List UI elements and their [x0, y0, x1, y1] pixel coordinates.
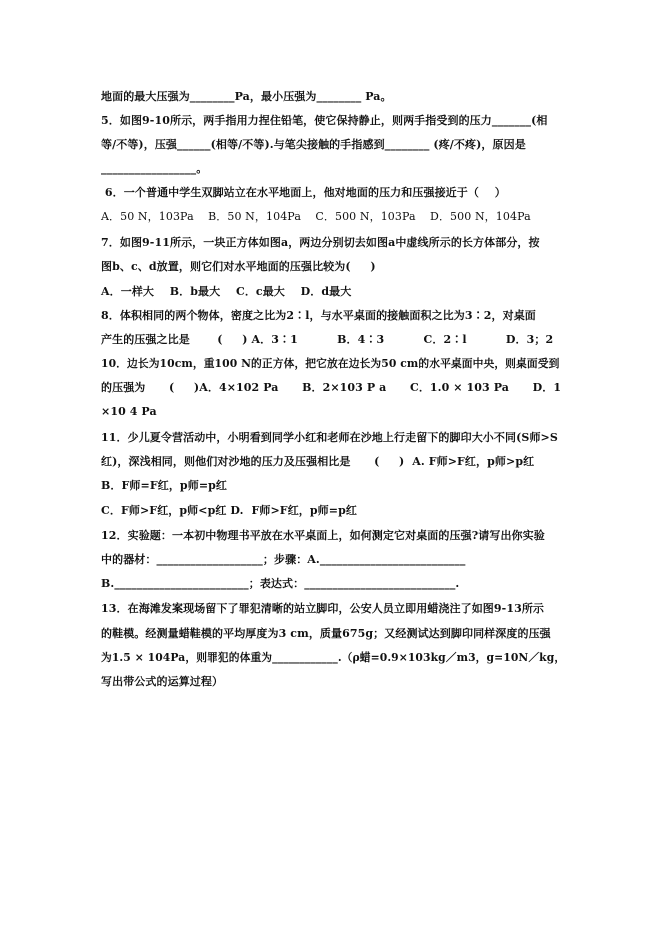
line-23: 的鞋模。经测量蜡鞋模的平均厚度为3 cm，质量675g；又经测试达到脚印同样深度的压强	[101, 627, 551, 640]
line-19: 12．实验题：一本初中物理书平放在水平桌面上，如何测定它对桌面的压强?请写出你实验	[101, 529, 545, 542]
line-22: 13．在海滩发案现场留下了罪犯清晰的站立脚印，公安人员立即用蜡浇注了如图9-13所示	[101, 602, 545, 615]
line-1: 地面的最大压强为________Pa，最小压强为________ Pa。	[101, 90, 392, 103]
line-2: 5．如图9-10所示，两手指用力捏住铅笔，使它保持静止，则两手指受到的压力_______(相	[101, 114, 548, 127]
line-9: A．一样大 B．b最大 C．c最大 D．d最大	[101, 285, 352, 298]
line-13: 的压强为 ( )A．4×102 Pa B．2×103 P a C．1.0 × 103 Pa D．1	[101, 381, 562, 394]
line-6: A．50 N，103Pa B．50 N，104Pa C．500 N，103Pa D．500 N，104Pa	[101, 210, 531, 223]
line-7: 7．如图9-11所示，一块正方体如图a，两边分别切去如图a中虚线所示的长方体部分，按	[101, 236, 540, 249]
line-11: 产生的压强之比是 ( ) A．3∶1 B．4∶3 C．2∶l D．3；2	[101, 333, 554, 346]
line-21: B.________________________；表达式：___________________________.	[101, 577, 460, 590]
line-20: 中的器材：___________________；步骤：A.__________________________	[101, 553, 466, 566]
line-24: 为1.5 × 104Pa，则罪犯的体重为____________.（ρ蜡=0.9×103kg／m3，g=10N／kg，	[101, 651, 566, 664]
line-3: 等/不等)，压强______(相等/不等).与笔尖接触的手指感到________ (疼/不疼)，原因是	[101, 138, 526, 151]
line-12: 10．边长为10cm，重100 N的正方体，把它放在边长为50 cm的水平桌面中央，则桌面受到	[101, 357, 560, 370]
line-25: 写出带公式的运算过程）	[101, 675, 224, 688]
line-8: 图b、c、d放置，则它们对水平地面的压强比较为( )	[101, 260, 376, 273]
line-10: 8．体积相同的两个物体，密度之比为2∶l，与水平桌面的接触面积之比为3∶2，对桌面	[101, 309, 536, 322]
line-5: 6．一个普通中学生双脚站立在水平地面上，他对地面的压力和压强接近于（ ）	[101, 186, 506, 199]
line-16: 红)，深浅相同，则他们对沙地的压力及压强相比是 ( ) A. F师>F红，p师>p红	[101, 455, 535, 468]
line-18: C．F师>F红，p师<p红 D. F师>F红，p师=p红	[101, 504, 357, 517]
line-4: _________________。	[101, 162, 208, 175]
line-14: ×10 4 Pa	[101, 405, 157, 418]
line-15: 11．少儿夏令营活动中，小明看到同学小红和老师在沙地上行走留下的脚印大小不同(S师>S	[101, 431, 558, 444]
line-17: B．F师=F红，p师=p红	[101, 479, 228, 492]
